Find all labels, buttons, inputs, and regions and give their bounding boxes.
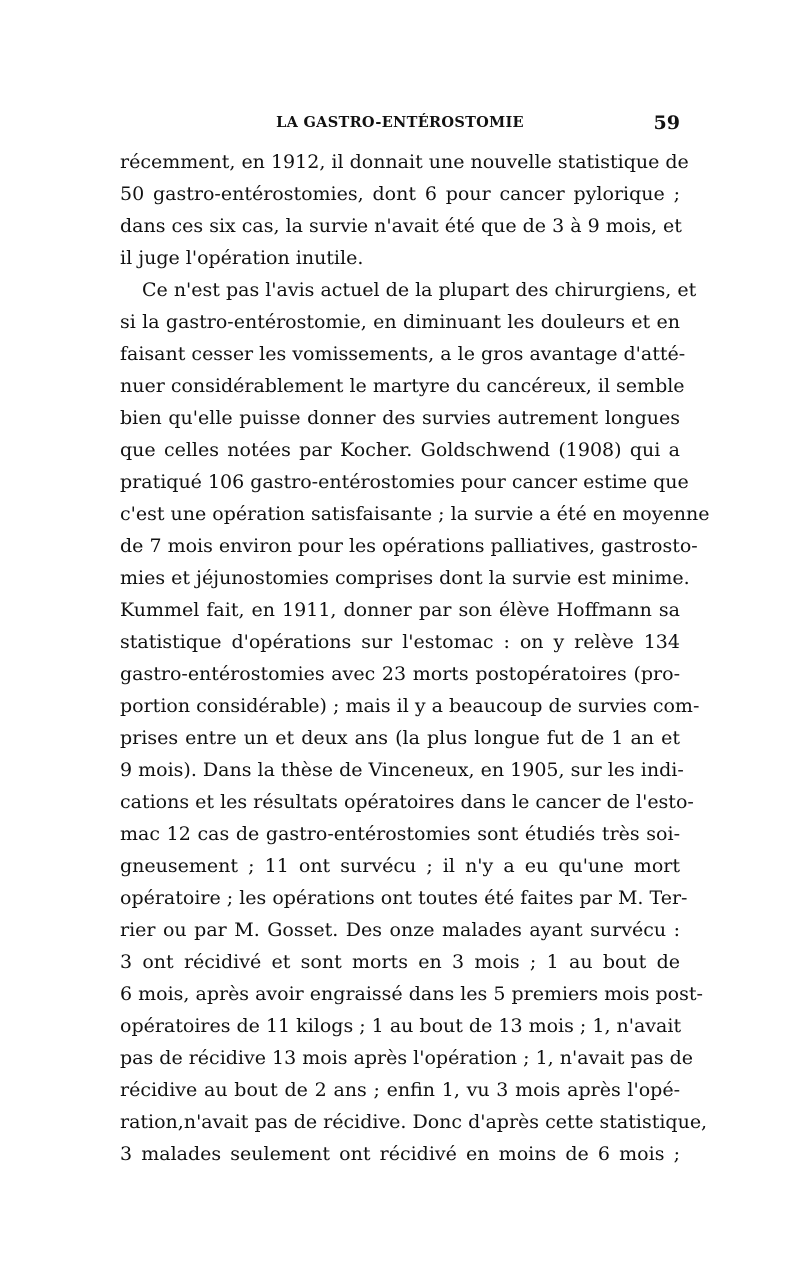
text-line: ration,n'avait pas de récidive. Donc d'après cette statistique,	[120, 1111, 708, 1133]
text-line: opératoire ; les opérations ont toutes été faites par M. Ter-	[120, 887, 688, 909]
text-line: si la gastro-entérostomie, en diminuant les douleurs et en	[120, 311, 680, 333]
text-line: récemment, en 1912, il donnait une nouvelle statistique de	[120, 151, 689, 173]
text-line: pas de récidive 13 mois après l'opération ; 1, n'avait pas de	[120, 1047, 694, 1069]
text-line: opératoires de 11 kilogs ; 1 au bout de 13 mois ; 1, n'avait	[120, 1015, 682, 1037]
text-line: 50 gastro-entérostomies, dont 6 pour cancer pylorique ;	[120, 183, 680, 205]
text-line: portion considérable) ; mais il y a beaucoup de survies com-	[120, 695, 700, 717]
text-line: il juge l'opération inutile.	[120, 247, 364, 269]
text-line: gneusement ; 11 ont survécu ; il n'y a eu qu'une mort	[120, 855, 680, 877]
text-line: nuer considérablement le martyre du cancéreux, il semble	[120, 375, 685, 397]
text-line: Kummel fait, en 1911, donner par son élève Hoffmann sa	[120, 599, 680, 621]
text-line: dans ces six cas, la survie n'avait été que de 3 à 9 mois, et	[120, 215, 682, 237]
text-line: c'est une opération satisfaisante ; la survie a été en moyenne	[120, 503, 710, 525]
text-line: cations et les résultats opératoires dans le cancer de l'esto-	[120, 791, 694, 813]
text-line: 3 malades seulement ont récidivé en moins de 6 mois ;	[120, 1143, 680, 1165]
text-line: faisant cesser les vomissements, a le gros avantage d'atté-	[120, 343, 686, 365]
text-line: 9 mois). Dans la thèse de Vinceneux, en 1905, sur les indi-	[120, 759, 684, 781]
body-text	[120, 146, 710, 1170]
text-line: gastro-entérostomies avec 23 morts postopératoires (pro-	[120, 663, 680, 685]
page-number: 59	[653, 112, 680, 134]
text-line: pratiqué 106 gastro-entérostomies pour cancer estime que	[120, 471, 689, 493]
text-line: mies et jéjunostomies comprises dont la survie est minime.	[120, 567, 690, 589]
text-line: 3 ont récidivé et sont morts en 3 mois ; 1 au bout de	[120, 951, 680, 973]
text-line: statistique d'opérations sur l'estomac : on y relève 134	[120, 631, 680, 653]
running-head	[120, 114, 680, 138]
text-line: que celles notées par Kocher. Goldschwend (1908) qui a	[120, 439, 680, 461]
text-line: prises entre un et deux ans (la plus longue fut de 1 an et	[120, 727, 680, 749]
running-title: LA GASTRO-ENTÉROSTOMIE	[276, 114, 524, 131]
text-line: 6 mois, après avoir engraissé dans les 5 premiers mois post-	[120, 983, 703, 1005]
text-line: récidive au bout de 2 ans ; enfin 1, vu 3 mois après l'opé-	[120, 1079, 680, 1101]
text-line: de 7 mois environ pour les opérations palliatives, gastrosto-	[120, 535, 698, 557]
text-line: bien qu'elle puisse donner des survies autrement longues	[120, 407, 680, 429]
text-line: Ce n'est pas l'avis actuel de la plupart des chirurgiens, et	[142, 279, 697, 301]
text-line: mac 12 cas de gastro-entérostomies sont étudiés très soi-	[120, 823, 680, 845]
text-line: rier ou par M. Gosset. Des onze malades ayant survécu :	[120, 919, 680, 941]
